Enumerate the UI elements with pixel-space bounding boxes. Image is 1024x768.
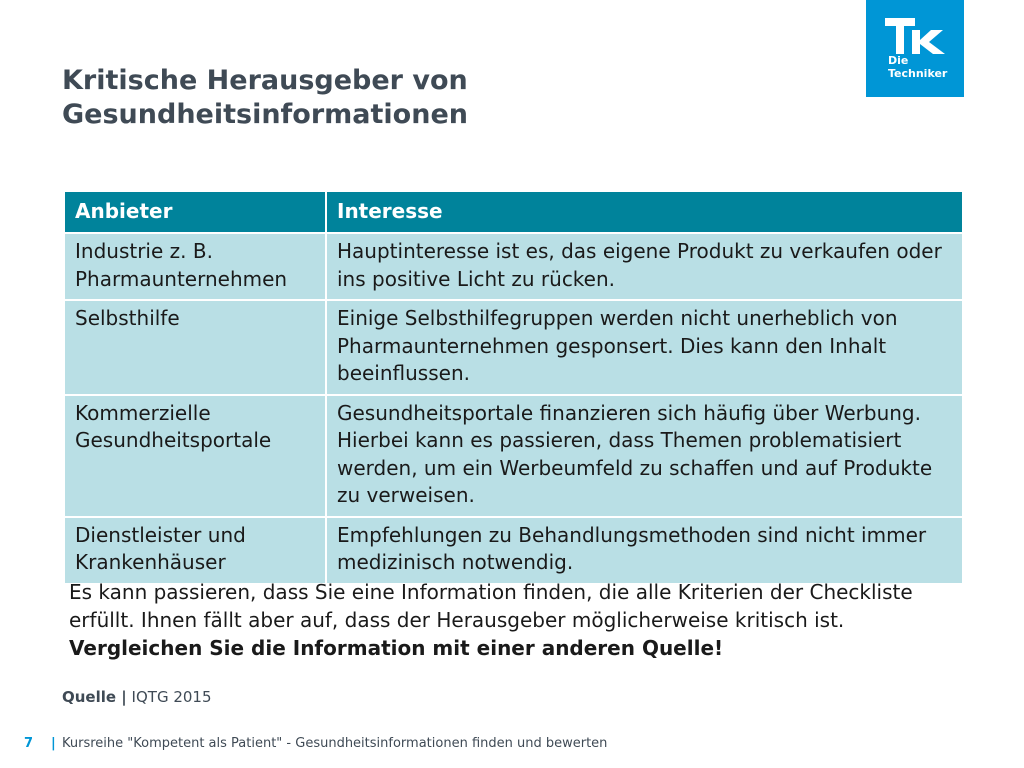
publisher-table [63, 190, 964, 585]
cell-interesse: Empfehlungen zu Behandlungsmethoden sind nicht immer medizinisch notwendig. [327, 518, 962, 583]
cell-anbieter: Kommerzielle Gesundheitsportale [65, 396, 325, 516]
footer-separator: | [51, 736, 56, 751]
table-row [65, 518, 962, 583]
table-row [65, 396, 962, 516]
cell-interesse: Gesundheitsportale finanzieren sich häufig über Werbung. Hierbei kann es passieren, dass Themen problematisiert werden, um ein Werbeumfeld zu schaffen und auf Produkte zu verweisen. [327, 396, 962, 516]
tk-logo-icon [885, 18, 947, 54]
cell-interesse: Einige Selbsthilfegruppen werden nicht unerheblich von Pharmaunternehmen gesponsert. Dies kann den Inhalt beeinflussen. [327, 301, 962, 394]
table-row [65, 234, 962, 299]
hint-text: Es kann passieren, dass Sie eine Information finden, die alle Kriterien der Checkliste erfüllt. Ihnen fällt aber auf, dass der Herausgeber möglicherweise kritisch ist. [69, 580, 913, 632]
slide-title-line-2: Gesundheitsinformationen [62, 99, 468, 130]
tk-logo-line-2: Techniker [888, 67, 948, 80]
source-label: Quelle | [62, 688, 127, 706]
slide-title-line-1: Kritische Herausgeber von [62, 65, 468, 96]
cell-anbieter: Industrie z. B. Pharmaunternehmen [65, 234, 325, 299]
source-value: IQTG 2015 [131, 688, 212, 706]
tk-logo-wordmark [888, 54, 947, 80]
table-row [65, 301, 962, 394]
tk-logo-line-1: Die [888, 54, 909, 67]
cell-anbieter: Dienstleister und Krankenhäuser [65, 518, 325, 583]
column-header-interesse: Interesse [327, 192, 962, 232]
tk-logo [866, 0, 964, 97]
hint-paragraph [69, 578, 969, 662]
cell-interesse: Hauptinteresse ist es, das eigene Produkt zu verkaufen oder ins positive Licht zu rücken. [327, 234, 962, 299]
hint-emphasis: Vergleichen Sie die Information mit einer anderen Quelle! [69, 636, 724, 660]
column-header-anbieter: Anbieter [65, 192, 325, 232]
slide-title [62, 64, 762, 132]
table-header-row [65, 192, 962, 232]
page-number: 7 [24, 736, 34, 751]
footer-course-title: Kursreihe "Kompetent als Patient" - Gesundheitsinformationen finden und bewerten [62, 736, 608, 751]
source-citation [62, 687, 212, 707]
cell-anbieter: Selbsthilfe [65, 301, 325, 394]
